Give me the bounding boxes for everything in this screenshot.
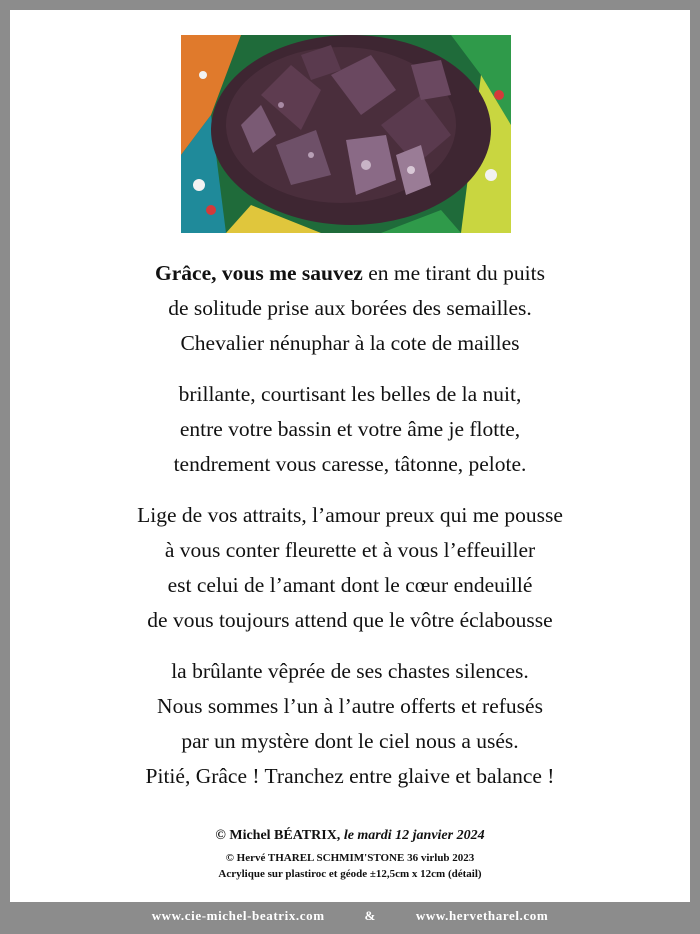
poem-line: de vous toujours attend que le vôtre éclabousse: [147, 608, 553, 632]
poem-line-rest: en me tirant du puits: [362, 261, 545, 285]
poem-text: [10, 256, 690, 810]
poem-line: Lige de vos attraits, l’amour preux qui me pousse: [137, 503, 563, 527]
poem-line: Pitié, Grâce ! Tranchez entre glaive et balance !: [145, 764, 555, 788]
poem-date: le mardi 12 janvier 2024: [340, 828, 485, 843]
poem-card: [10, 10, 690, 902]
poem-line: à vous conter fleurette et à vous l’effeuiller: [164, 538, 536, 562]
poem-line: tendrement vous caresse, tâtonne, pelote.: [173, 452, 527, 476]
poem-stanza-3: [10, 498, 690, 638]
geode-artwork-image: [181, 35, 511, 233]
author-name: © Michel BÉATRIX,: [215, 828, 341, 843]
poem-line: entre votre bassin et votre âme je flotte,: [179, 417, 521, 441]
website-link-herve-tharel[interactable]: www.hervetharel.com: [415, 908, 549, 923]
poem-line: est celui de l’amant dont le cœur endeuillé: [167, 573, 533, 597]
poem-line: Chevalier nénuphar à la cote de mailles: [180, 331, 520, 355]
poem-stanza-2: [10, 377, 690, 482]
poem-title-phrase: Grâce, vous me sauvez: [155, 261, 363, 285]
poem-stanza-1: [10, 256, 690, 361]
poem-line: brillante, courtisant les belles de la nuit,: [178, 382, 522, 406]
poem-line: par un mystère dont le ciel nous a usés.: [181, 729, 519, 753]
artist-credit: © Hervé THAREL SCHMIM'STONE 36 virlub 2023: [225, 852, 475, 864]
poem-line: Nous sommes l’un à l’autre offerts et refusés: [157, 694, 543, 718]
footer-separator: &: [364, 908, 376, 923]
author-credit: [10, 826, 690, 846]
poem-line: la brûlante vêprée de ses chastes silences.: [171, 659, 529, 683]
website-link-michel-beatrix[interactable]: www.cie-michel-beatrix.com: [151, 908, 325, 923]
poem-stanza-4: [10, 654, 690, 794]
poem-line: de solitude prise aux borées des semailles.: [168, 296, 532, 320]
poem-line: [10, 256, 690, 291]
artwork-medium: Acrylique sur plastiroc et géode ±12,5cm x 12cm (détail): [218, 868, 482, 880]
credits: [10, 826, 690, 882]
footer-links: [0, 902, 700, 934]
